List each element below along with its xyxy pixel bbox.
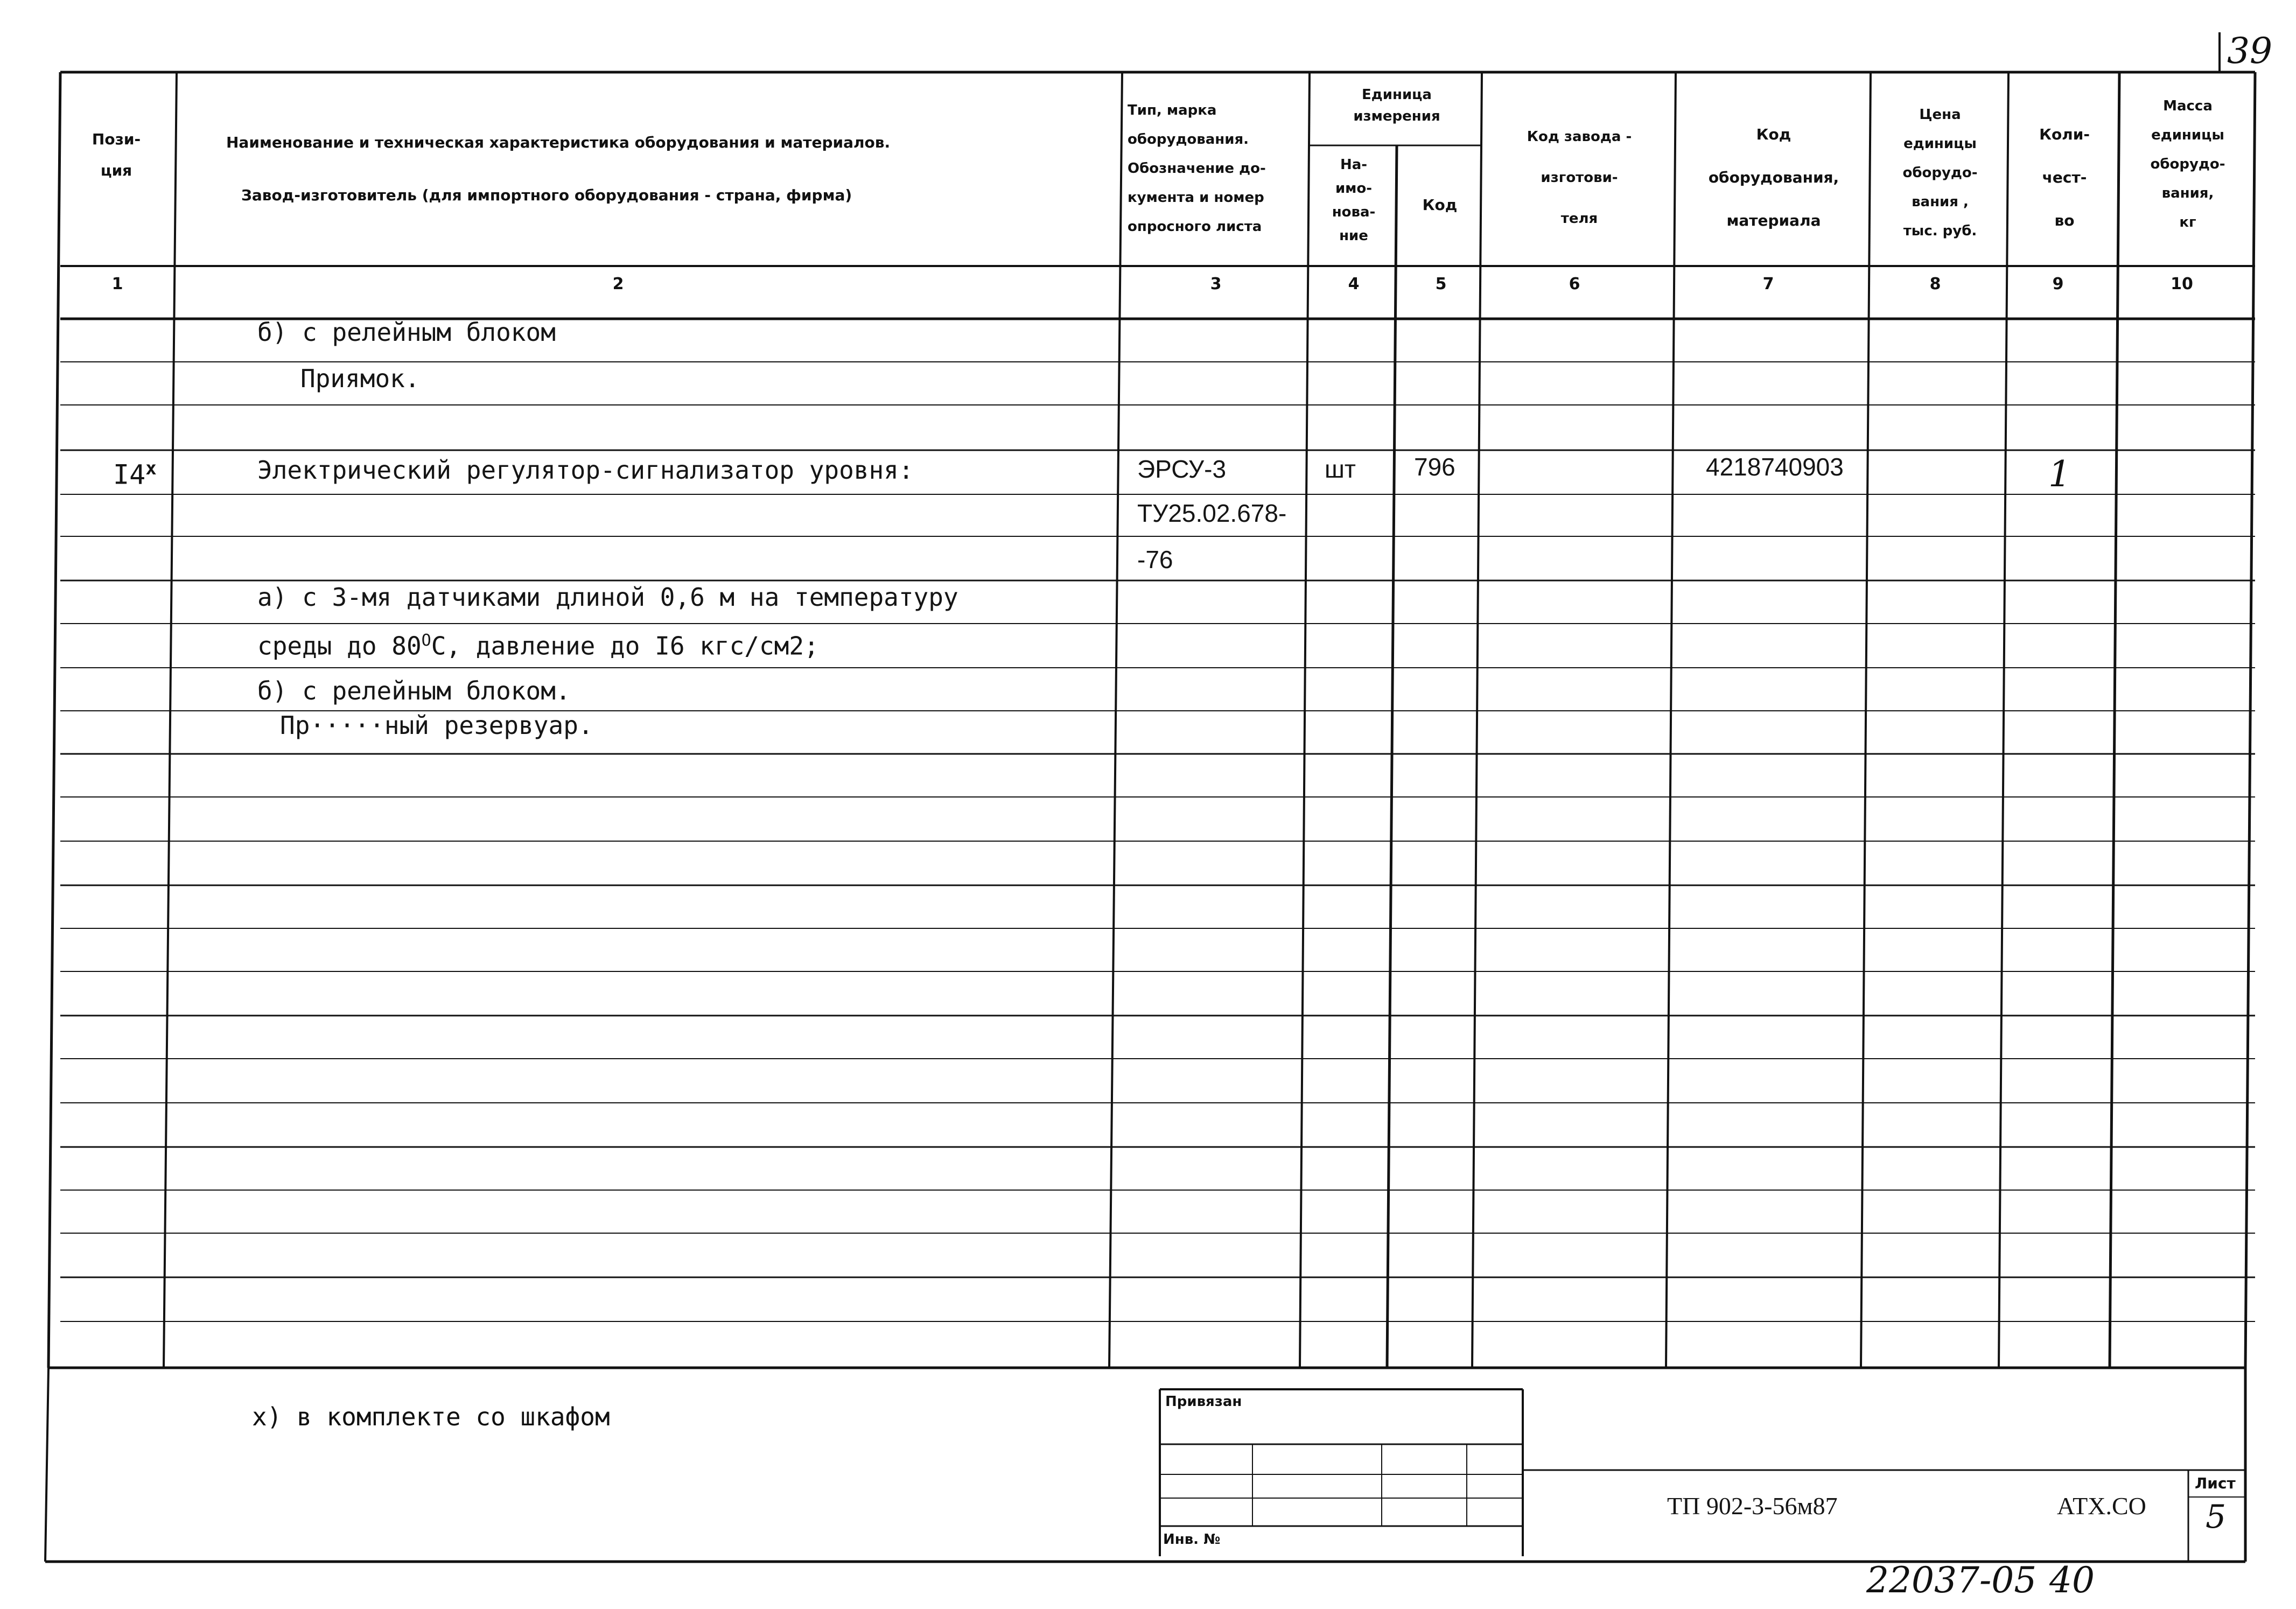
stamp-set-code: АТХ.СО — [2057, 1492, 2146, 1520]
header-position: Пози- ция — [92, 130, 141, 179]
stamp-inventory-label: Инв. № — [1163, 1531, 1221, 1548]
column-number: 6 — [1569, 275, 1580, 293]
table-row-unit-code: 796 — [1414, 453, 1455, 481]
table-row-type: -76 — [1137, 545, 1173, 573]
table-row-type: ТУ25.02.678- — [1137, 499, 1287, 527]
table-row-equipment-code: 4218740903 — [1706, 453, 1844, 481]
column-number: 5 — [1435, 275, 1447, 293]
header-price: Цена единицы оборудо- вания , тыс. руб. — [1902, 107, 1978, 239]
table-row-name: а) с 3-мя датчиками длиной 0,6 м на температуру — [257, 583, 958, 612]
table-row-name: среды до $80^OС$, давление до I6 кгс/см2; — [257, 631, 819, 661]
footnote: x) в комплекте со шкафом — [252, 1402, 610, 1431]
table-row-name: Пр·····ный резервуар. — [280, 711, 593, 740]
table-row-name: б) с релейным блоком — [257, 318, 556, 347]
stamp-sheet-value: 5 — [2206, 1498, 2227, 1536]
column-number: 10 — [2171, 275, 2193, 293]
handwritten-archive-suffix: 40 — [2049, 1559, 2095, 1601]
column-number: 1 — [111, 275, 123, 293]
stamp-bound-label: Привязан — [1165, 1394, 1242, 1410]
column-number: 2 — [612, 275, 624, 293]
sheet-number-top: 39 — [2227, 30, 2272, 72]
column-number: 4 — [1348, 275, 1360, 293]
header-type: Тип, марка оборудования. Обозначение до- кумента и номер опросного листа — [1128, 102, 1266, 235]
stamp-sheet-label: Лист — [2195, 1474, 2236, 1492]
column-number: 3 — [1210, 275, 1222, 293]
table-row-quantity: 1 — [2048, 453, 2071, 495]
stamp-document-code: ТП 902-3-56м87 — [1667, 1492, 1838, 1520]
header-quantity: Коли- чест- во — [2039, 125, 2090, 229]
header-unit-name: На- имо- нова- ние — [1332, 157, 1376, 244]
header-equipment-code: Код оборудования, материала — [1708, 125, 1839, 229]
column-number: 8 — [1929, 275, 1941, 293]
column-number: 9 — [2052, 275, 2064, 293]
table-row-position: I4$^x$ — [113, 458, 157, 491]
header-name: Наименование и техническая характеристика оборудования и материалов. Завод-изготовитель (для импортного оборудования - страна, фирма) — [226, 134, 891, 204]
header-unit-group: Единица измерения — [1353, 87, 1440, 124]
header-maker-code: Код завода - изготови- теля — [1527, 129, 1632, 227]
column-number: 7 — [1762, 275, 1774, 293]
header-unit-code: Код — [1422, 196, 1458, 214]
handwritten-archive-number: 22037-05 — [1866, 1559, 2037, 1601]
table-row-type: ЭРСУ-3 — [1137, 455, 1227, 483]
table-row-name: б) с релейным блоком. — [257, 676, 571, 705]
table-row-unit: шт — [1325, 455, 1356, 483]
table-row-name: Приямок. — [300, 364, 420, 393]
header-mass: Масса единицы оборудо- вания, кг — [2150, 98, 2225, 230]
table-row-name: Электрический регулятор-сигнализатор уровня: — [257, 456, 914, 485]
